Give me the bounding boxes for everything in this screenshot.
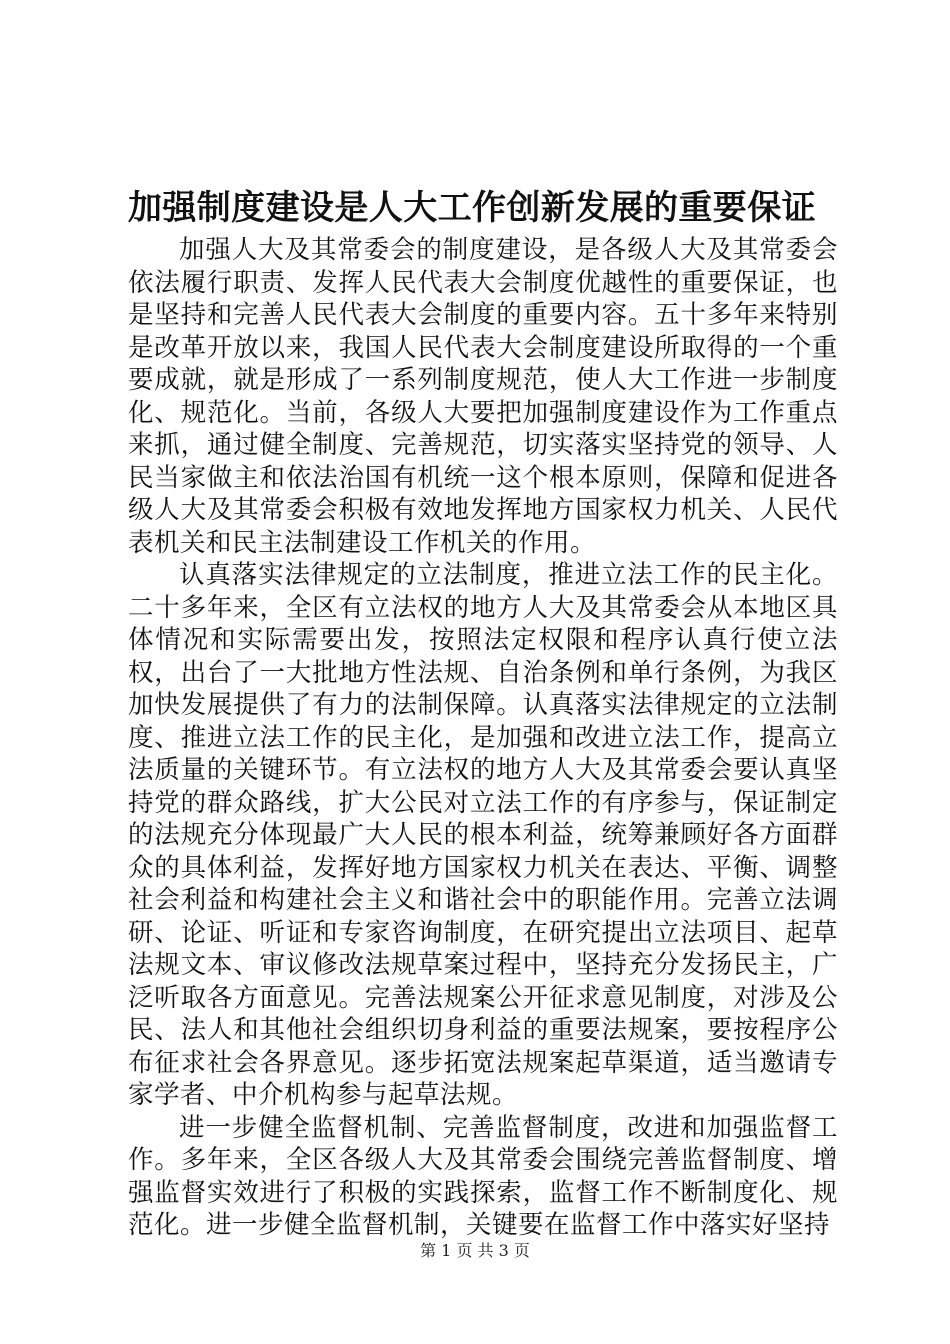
page-number-footer: 第 1 页 共 3 页 bbox=[420, 1241, 530, 1260]
document-title: 加强制度建设是人大工作创新发展的重要保证 bbox=[128, 188, 816, 228]
body-paragraph-2: 认真落实法律规定的立法制度，推进立法工作的民主化。二十多年来，全区有立法权的地方人大及其常委会从本地区具体情况和实际需要出发，按照法定权限和程序认真行使立法权，出台了一大批地方性法规、自治条例和单行条例，为我区加快发展提供了有力的法制保障。认真落实法律规定的立法制度、推进立法工作的民主化，是加强和改进立法工作，提高立法质量的关键环节。有立法权的地方人大及其常委会要认真坚持党的群众路线，扩大公民对立法工作的有序参与，保证制定的法规充分体现最广大人民的根本利益，统筹兼顾好各方面群众的具体利益，发挥好地方国家权力机关在表达、平衡、调整社会利益和构建社会主义和谐社会中的职能作用。完善立法调研、论证、听证和专家咨询制度，在研究提出立法项目、起草法规文本、审议修改法规草案过程中，坚持充分发扬民主，广泛听取各方面意见。完善法规案公开征求意见制度，对涉及公民、法人和其他社会组织切身利益的重要法规案，要按程序公布征求社会各界意见。逐步拓宽法规案起草渠道，适当邀请专家学者、中介机构参与起草法规。 bbox=[128, 560, 838, 1110]
body-paragraph-1: 加强人大及其常委会的制度建设，是各级人大及其常委会依法履行职责、发挥人民代表大会制度优越性的重要保证，也是坚持和完善人民代表大会制度的重要内容。五十多年来特别是改革开放以来，我国人民代表大会制度建设所取得的一个重要成就，就是形成了一系列制度规范，使人大工作进一步制度化、规范化。当前，各级人大要把加强制度建设作为工作重点来抓，通过健全制度、完善规范，切实落实坚持党的领导、人民当家做主和依法治国有机统一这个根本原则，保障和促进各级人大及其常委会积极有效地发挥地方国家权力机关、人民代表机关和民主法制建设工作机关的作用。 bbox=[128, 235, 838, 558]
document-body bbox=[128, 234, 838, 1242]
body-paragraph-3: 进一步健全监督机制、完善监督制度，改进和加强监督工作。多年来，全区各级人大及其常委会围绕完善监督制度、增强监督实效进行了积极的实践探索，监督工作不断制度化、规范化。进一步健全监督机制，关键要在监督工作中落实好坚持 bbox=[128, 1112, 838, 1240]
